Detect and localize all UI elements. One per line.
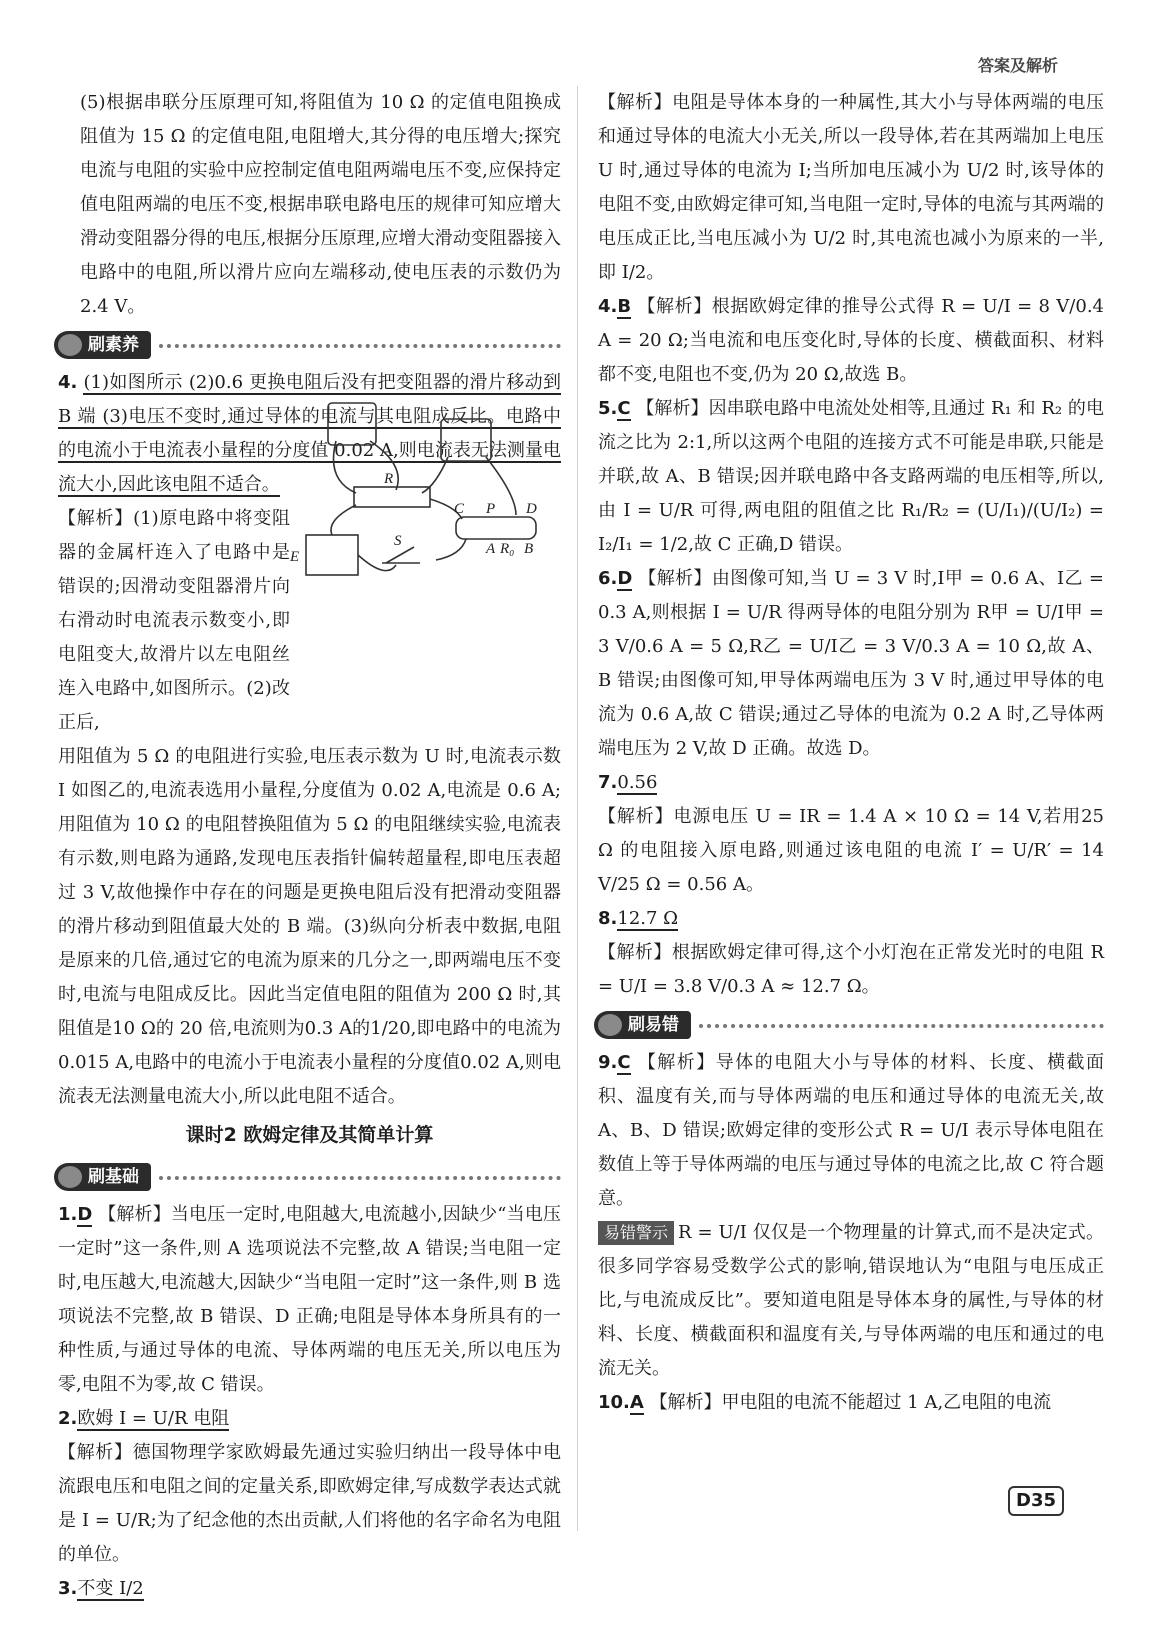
voltmeter bbox=[441, 419, 491, 461]
book-icon bbox=[58, 334, 82, 356]
fig-label: S bbox=[394, 533, 402, 549]
section-label: 刷素养 bbox=[88, 335, 139, 355]
answer-text: (1)如图所示 (2)0.6 更换电阻后没有把变阻器的滑片移动到 B 端 (3)电压不变时,通过导体的电流与其电阻成反比。电路中的电流小于电流表小量程的分度值 0.02 A,则电流表无法测量电流大小,因此该电阻不适合。 bbox=[58, 372, 561, 495]
question-number: 2. bbox=[58, 1408, 78, 1429]
q8-explanation: 【解析】根据欧姆定律可得,这个小灯泡在正常发光时的电阻 R = U/I = 3.8 V/0.3 A ≈ 12.7 Ω。 bbox=[598, 942, 1104, 997]
q4-explanation-a: 【解析】(1)原电路中将变阻器的金属杆连入了电路中是错误的;因滑动变阻器滑片向右滑动时电流表示数变小,即电阻变大,故滑片以左电阻丝连入电路中,如图所示。(2)改正后, bbox=[58, 508, 290, 733]
answer-choice: D bbox=[77, 1204, 93, 1225]
page-number: D35 bbox=[1008, 1486, 1064, 1516]
answer-choice: B bbox=[617, 296, 632, 317]
question-number: 5. bbox=[598, 398, 618, 419]
section-header-suyang bbox=[54, 328, 561, 362]
warning-text: R = U/I 仅仅是一个物理量的计算式,而不是决定式。很多同学容易受数学公式的影响,错误地认为“电阻与电压成正比,与电流成反比”。要知道电阻是导体本身的属性,与导体的材料、长度、横截面积和温度有关,与导体两端的电压和通过的电流无关。 bbox=[598, 1222, 1104, 1379]
question-number: 1. bbox=[58, 1204, 78, 1225]
answer-text: 12.7 Ω bbox=[617, 908, 679, 929]
q8 bbox=[598, 902, 1104, 936]
resistor-block bbox=[354, 487, 430, 507]
answer-choice: C bbox=[617, 1052, 631, 1073]
fig-label: E bbox=[290, 549, 300, 565]
dotted-rule bbox=[699, 1022, 1104, 1028]
q3 bbox=[58, 1572, 561, 1606]
question-number: 3. bbox=[58, 1578, 78, 1599]
answer-text: 不变 I/2 bbox=[77, 1578, 144, 1599]
fig-label: P bbox=[486, 501, 496, 517]
question-number: 4. bbox=[598, 296, 618, 317]
dotted-rule bbox=[159, 342, 561, 348]
fig-label: D bbox=[526, 501, 537, 517]
q3-continuation: (5)根据串联分压原理可知,将阻值为 10 Ω 的定值电阻换成阻值为 15 Ω 的定值电阻,电阻增大,其分得的电压增大;探究电流与电阻的实验中应控制定值电阻两端电压不变,应保持定值电阻两端的电压不变,根据串联电路电压的规律可知应增大滑动变阻器分得的电压,根据分压原理,应增大滑动变阻器接入电路中的电阻,所以滑片应向左端移动,使电压表的示数仍为2.4 V。 bbox=[80, 92, 561, 317]
left-column bbox=[58, 86, 561, 1606]
question-number: 8. bbox=[598, 908, 618, 929]
book-icon bbox=[598, 1014, 622, 1036]
q9 bbox=[598, 1046, 1104, 1216]
explanation: 【解析】由图像可知,当 U = 3 V 时,I甲 = 0.6 A、I乙 = 0.3 A,则根据 I = U/R 得两导体的电阻分别为 R甲 = U/I甲 = 3 V/0.6 A = 5 Ω,R乙 = U/I乙 = 3 V/0.3 A = 10 Ω,故 A、B 错误;由图像可知,甲导体两端电压为 3 V 时,通过甲导体的电流为 0.6 A,故 C 错误;通过乙导体的电流为 0.2 A 时,乙导体两端电压为 2 V,故 D 正确。故选 D。 bbox=[598, 568, 1104, 759]
question-number: 10. bbox=[598, 1392, 630, 1413]
lesson-title: 课时2 欧姆定律及其简单计算 bbox=[185, 1124, 434, 1146]
question-number: 9. bbox=[598, 1052, 618, 1073]
section-label: 刷易错 bbox=[628, 1015, 679, 1035]
explanation: 【解析】因串联电路中电流处处相等,且通过 R₁ 和 R₂ 的电流之比为 2:1,所以这两个电阻的连接方式不可能是串联,只能是并联,故 A、B 错误;因并联电路中各支路两端的电压相等,所以,由 I = U/R 可得,两电阻的阻值之比 R₁/R₂ = (U/I₁)/(U/I₂) = I₂/I₁ = 1/2,故 C 正确,D 错误。 bbox=[598, 398, 1104, 555]
column-divider bbox=[577, 86, 578, 1531]
q4-explanation-b: 用阻值为 5 Ω 的电阻进行实验,电压表示数为 U 时,电流表示数 I 如图乙的,电流表选用小量程,分度值为 0.02 A,电流是 0.6 A;用阻值为 10 Ω 的电阻替换阻值为 5 Ω 的电阻继续实验,电流表有示数,则电路为通路,发现电压表指针偏转超量程,即电压表超过 3 V,故他操作中存在的问题是更换电阻后没有把滑动变阻器的滑片移动到阻值最大处的 B 端。(3)纵向分析表中数据,电阻是原来的几倍,通过它的电流为原来的几分之一,即两端电压不变时,电流与电阻成反比。因此当定值电阻的阻值为 200 Ω 时,其阻值是10 Ω的 20 倍,电流则为0.3 A的1/20,即电路中的电流为0.015 A,电路中的电流小于电流表小量程的分度值0.02 A,则电流表无法测量电流大小,所以此电阻不适合。 bbox=[58, 746, 561, 1107]
right-column bbox=[598, 86, 1104, 1420]
answer-choice: C bbox=[617, 398, 631, 419]
fig-label: B bbox=[524, 541, 534, 557]
answer-text: 0.56 bbox=[617, 772, 658, 793]
q4 bbox=[598, 290, 1104, 392]
fig-label: C bbox=[454, 501, 465, 517]
q10 bbox=[598, 1386, 1104, 1420]
q2-explanation: 【解析】德国物理学家欧姆最先通过实验归纳出一段导体中电流跟电压和电阻之间的定量关系,即欧姆定律,写成数学表达式就是 I = U/R;为了纪念他的杰出贡献,人们将他的名字命名为电阻的单位。 bbox=[58, 1442, 561, 1565]
q1 bbox=[58, 1198, 561, 1402]
battery bbox=[306, 535, 358, 575]
fig-label: A bbox=[486, 541, 496, 557]
answer-text: 欧姆 I = U/R 电阻 bbox=[77, 1408, 230, 1429]
question-number: 7. bbox=[598, 772, 618, 793]
fig-label: R bbox=[384, 471, 394, 487]
fig-label: R₀ bbox=[500, 541, 515, 557]
q6 bbox=[598, 562, 1104, 766]
question-number: 6. bbox=[598, 568, 618, 589]
warning-label: 易错警示 bbox=[598, 1221, 674, 1245]
explanation: 【解析】当电压一定时,电阻越大,电流越小,因缺少“当电压一定时”这一条件,则 A 选项说法不完整,故 A 错误;当电阻一定时,电压越大,电流越大,因缺少“当电阻一定时”这一条件,则 B 选项说法不完整,故 B 错误、D 正确;电阻是导体本身所具有的一种性质,与通过导体的电流、导体两端的电压无关,所以电压为零,电阻不为零,故 C 错误。 bbox=[58, 1204, 561, 1395]
section-header-yicuo bbox=[594, 1008, 1104, 1042]
question-number: 4. bbox=[58, 372, 78, 393]
dotted-rule bbox=[159, 1174, 561, 1180]
warning-note bbox=[598, 1216, 1104, 1386]
explanation: 【解析】甲电阻的电流不能超过 1 A,乙电阻的电流 bbox=[649, 1392, 1052, 1413]
q7 bbox=[598, 766, 1104, 800]
explanation: 【解析】导体的电阻大小与导体的材料、长度、横截面积、温度有关,而与导体两端的电压和通过导体的电流无关,故 A、B、D 错误;欧姆定律的变形公式 R = U/I 表示导体电阻在数值上等于导体两端的电压与通过导体的电流之比,故 C 符合题意。 bbox=[598, 1052, 1104, 1209]
section-header-jichu bbox=[54, 1160, 561, 1194]
q5 bbox=[598, 392, 1104, 562]
ammeter bbox=[328, 403, 376, 445]
page-header: 答案及解析 bbox=[977, 56, 1058, 75]
answer-choice: A bbox=[629, 1392, 644, 1413]
section-label: 刷基础 bbox=[88, 1167, 139, 1187]
explanation: 【解析】根据欧姆定律的推导公式得 R = U/I = 8 V/0.4 A = 20 Ω;当电流和电压变化时,导体的长度、横截面积、材料都不变,电阻也不变,仍为 20 Ω,故选 B。 bbox=[598, 296, 1104, 385]
q3-explanation: 【解析】电阻是导体本身的一种属性,其大小与导体两端的电压和通过导体的电流大小无关,所以一段导体,若在其两端加上电压 U 时,通过导体的电流为 I;当所加电压减小为 U/2 时,该导体的电阻不变,由欧姆定律可知,当电阻一定时,导体的电流与其两端的电压成正比,当电压减小为 U/2 时,其电流也减小为原来的一半,即 I/2。 bbox=[598, 92, 1104, 283]
book-icon bbox=[58, 1166, 82, 1188]
answer-choice: D bbox=[617, 568, 633, 589]
q2 bbox=[58, 1402, 561, 1436]
q7-explanation: 【解析】电源电压 U = IR = 1.4 A × 10 Ω = 14 V,若用25 Ω 的电阻接入原电路,则通过该电阻的电流 I′ = U/R′ = 14 V/25 Ω = 0.56 A。 bbox=[598, 806, 1104, 895]
rheostat bbox=[456, 517, 536, 539]
circuit-diagram bbox=[286, 395, 546, 585]
